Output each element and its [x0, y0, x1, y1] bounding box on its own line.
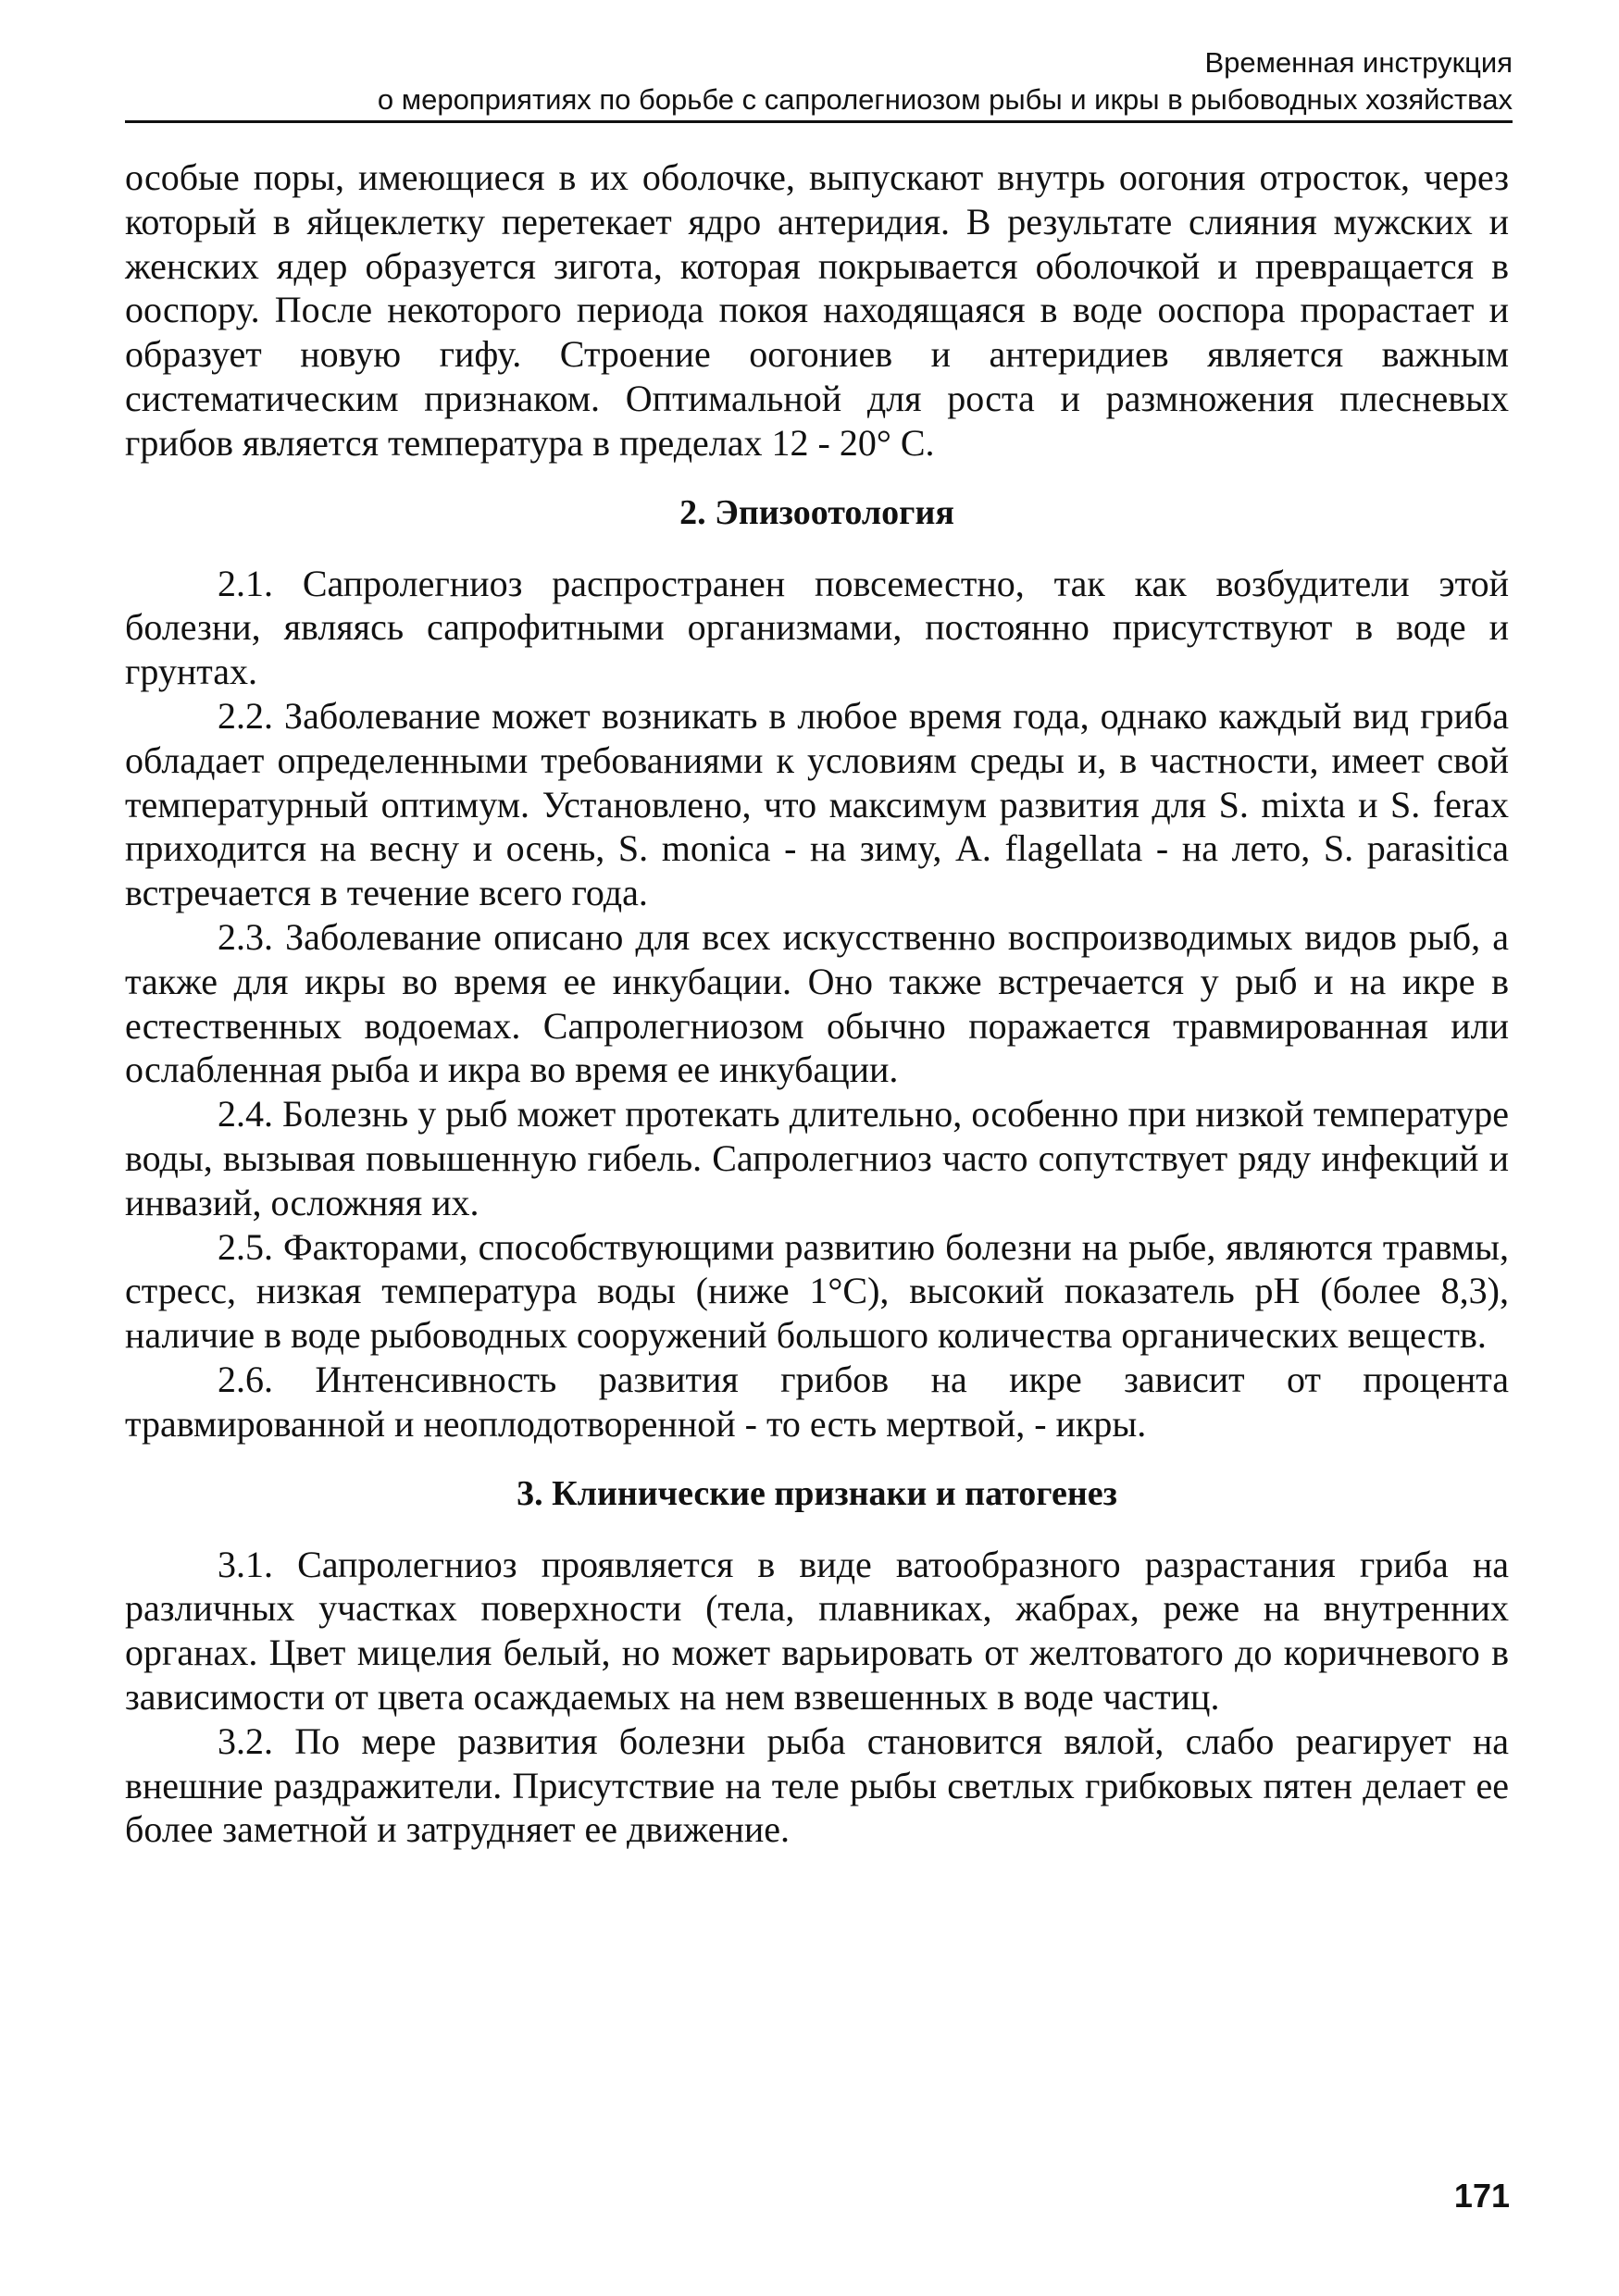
section-3-heading: 3. Клинические признаки и патогенез: [517, 1473, 1117, 1513]
paragraph-2-4: 2.4. Болезнь у рыб может протекать длительно, особенно при низкой температуре воды, вызывая повышенную гибель. Сапролегниоз часто сопутствует ряду инфекций и инвазий, осложняя их.: [125, 1093, 1509, 1223]
paragraph-2-2: 2.2. Заболевание может возникать в любое время года, однако каждый вид гриба обладает определенными требованиями к условиям среды и, в частности, имеет свой температурный оптимум. Установлено, что максимум развития для S. mixta и S. ferax приходится на весну и осень, S. monica - на зиму, A. flagellata - на лето, S. parasitica встречается в течение всего года.: [125, 694, 1509, 914]
paragraph-3-1: 3.1. Сапролегниоз проявляется в виде ватообразного разрастания гриба на различных участках поверхности (тела, плавниках, жабрах, реже на внутренних органах. Цвет мицелия белый, но может варьировать от желтоватого до коричневого в зависимости от цвета осаждаемых на нем взвешенных в воде частиц.: [125, 1543, 1509, 1718]
running-header: [125, 44, 1513, 123]
paragraph-2-1: 2.1. Сапролегниоз распространен повсеместно, так как возбудители этой болезни, являясь сапрофитными организмами, постоянно присутствуют в воде и грунтах.: [125, 562, 1509, 693]
page-number: 171: [1453, 2177, 1510, 2215]
page-body: [125, 155, 1509, 1852]
intro-paragraph: особые поры, имеющиеся в их оболочке, выпускают внутрь оогония отросток, через который в яйцеклетку перетекает ядро антеридия. В результате слияния мужских и женских ядер образуется зигота, которая покрывается оболочкой и превращается в ооспору. После некоторого периода покоя находящаяся в воде ооспора прорастает и образует новую гифу. Строение оогониев и антеридиев является важным систематическим признаком. Оптимальной для роста и размножения плесневых грибов является температура в пределах 12 - 20° С.: [125, 156, 1509, 464]
paragraph-2-5: 2.5. Факторами, способствующими развитию болезни на рыбе, являются травмы, стресс, низкая температура воды (ниже 1°С), высокий показатель pH (более 8,3), наличие в воде рыбоводных сооружений большого количества органических веществ.: [125, 1225, 1509, 1357]
header-subtitle: о мероприятиях по борьбе с сапролегниозом рыбы и икры в рыбоводных хозяйствах: [377, 83, 1513, 116]
paragraph-2-3: 2.3. Заболевание описано для всех искусственно воспроизводимых видов рыб, а также для икры во время ее инкубации. Оно также встречается у рыб и на икре в естественных водоемах. Сапролегниозом обычно поражается травмированная или ослабленная рыба и икра во время ее инкубации.: [125, 915, 1509, 1091]
paragraph-3-2: 3.2. По мере развития болезни рыба становится вялой, слабо реагирует на внешние раздражители. Присутствие на теле рыбы светлых грибковых пятен делает ее более заметной и затрудняет ее движение.: [125, 1719, 1509, 1851]
paragraph-2-6: 2.6. Интенсивность развития грибов на икре зависит от процента травмированной и неоплодотворенной - то есть мертвой, - икры.: [125, 1358, 1509, 1445]
section-2-heading: 2. Эпизоотология: [679, 492, 954, 532]
header-title: Временная инструкция: [1204, 46, 1513, 79]
